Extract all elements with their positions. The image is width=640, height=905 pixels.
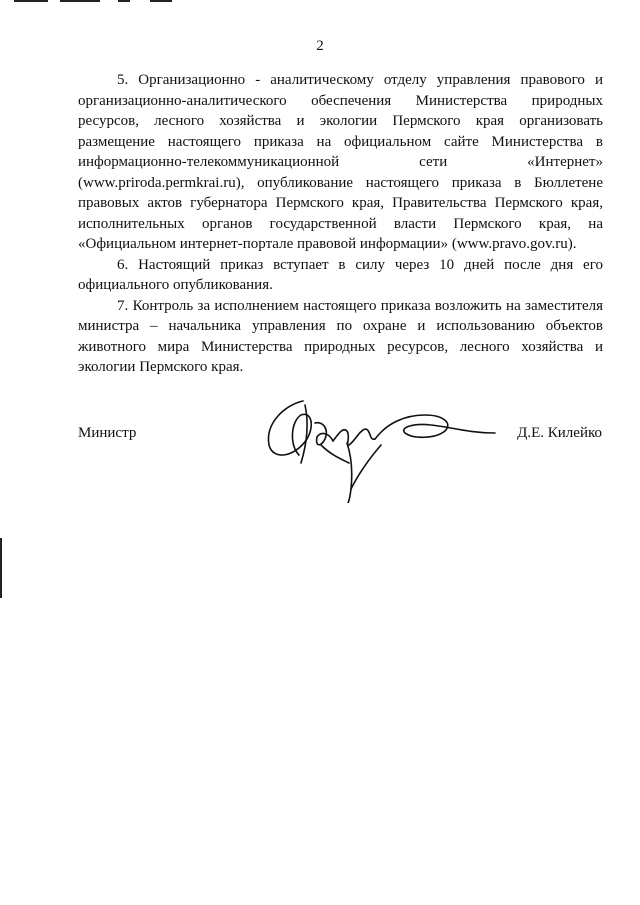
paragraph-7: 7. Контроль за исполнением настоящего приказа возложить на заместителя министра – начальника управления по охране и использованию объектов животного мира Министерства природных ресурсов, лесного хозяйства и экологии Пермского края. <box>78 297 603 375</box>
page-number: 2 <box>316 38 324 54</box>
handwritten-signature <box>255 393 500 503</box>
scan-edge-mark <box>14 0 48 2</box>
scan-edge-mark <box>60 0 100 2</box>
paragraph-5: 5. Организационно - аналитическому отделу управления правового и организационно-аналитического обеспечения Министерства природных ресурсов, лесного хозяйства и экологии Пермского края организовать размещение настоящего приказа на официальном сайте Министерства в информационно-телекоммуникационной сети «Интернет» (www.priroda.permkrai.ru), опубликование настоящего приказа в Бюллетене правовых актов губернатора Пермского края, Правительства Пермского края, исполнительных органов государственной власти Пермского края, на «Официальном интернет-портале правовой информации» (www.pravo.gov.ru). <box>78 72 603 252</box>
signer-title: Министр <box>78 425 137 441</box>
scan-edge-mark <box>0 538 2 598</box>
document-body <box>78 70 603 378</box>
signer-name: Д.Е. Килейко <box>517 425 602 441</box>
scan-edge-mark <box>118 0 130 2</box>
signature-block <box>0 425 640 505</box>
paragraph-6: 6. Настоящий приказ вступает в силу через 10 дней после дня его официального опубликования. <box>78 256 603 293</box>
scan-edge-mark <box>150 0 172 2</box>
